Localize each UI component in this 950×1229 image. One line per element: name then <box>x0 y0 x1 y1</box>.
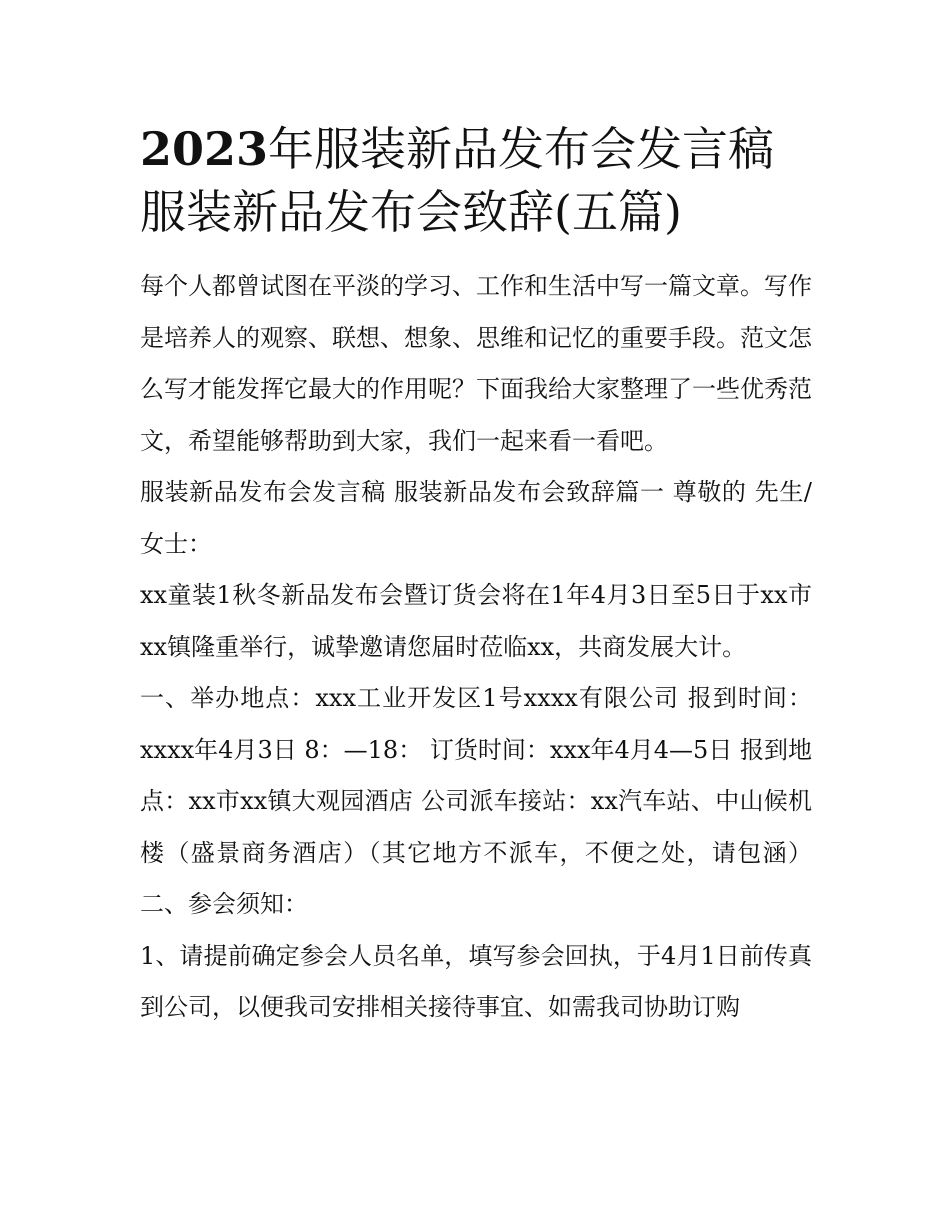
document-title <box>140 118 812 244</box>
salutation-paragraph: 服装新品发布会发言稿 服装新品发布会致辞篇一 尊敬的 先生/女士： <box>140 478 812 558</box>
intro-paragraph: 每个人都曾试图在平淡的学习、工作和生活中写一篇文章。写作是培养人的观察、联想、想象、思维和记忆的重要手段。范文怎么写才能发挥它最大的作用呢？下面我给大家整理了一些优秀范文，希望能够帮助到大家，我们一起来看一看吧。 <box>140 272 812 455</box>
title-year: 2023 <box>140 122 269 176</box>
title-line-1-text: 年服装新品发布会发言稿 <box>268 122 775 176</box>
title-line-2: 服装新品发布会致辞(五篇) <box>140 185 682 239</box>
title-line-1 <box>140 118 812 181</box>
venue-paragraph: 一、举办地点：xxx工业开发区1号xxxx有限公司 报到时间：xxxx年4月3日 8：—18： 订货时间：xxx年4月4—5日 报到地点：xx市xx镇大观园酒店 公司派车接站：xx汽车站、中山候机楼（盛景商务酒店）（其它地方不派车，不便之处，请包涵） 二、参会须知： <box>140 684 812 918</box>
document-body <box>140 261 812 1034</box>
notice-paragraph: 1、请提前确定参会人员名单，填写参会回执，于4月1日前传真到公司，以便我司安排相关接待事宜、如需我司协助订购 <box>140 941 812 1021</box>
document-content <box>140 118 812 1034</box>
invitation-paragraph: xx童装1秋冬新品发布会暨订货会将在1年4月3日至5日于xx市xx镇隆重举行，诚挚邀请您届时莅临xx，共商发展大计。 <box>140 581 812 661</box>
